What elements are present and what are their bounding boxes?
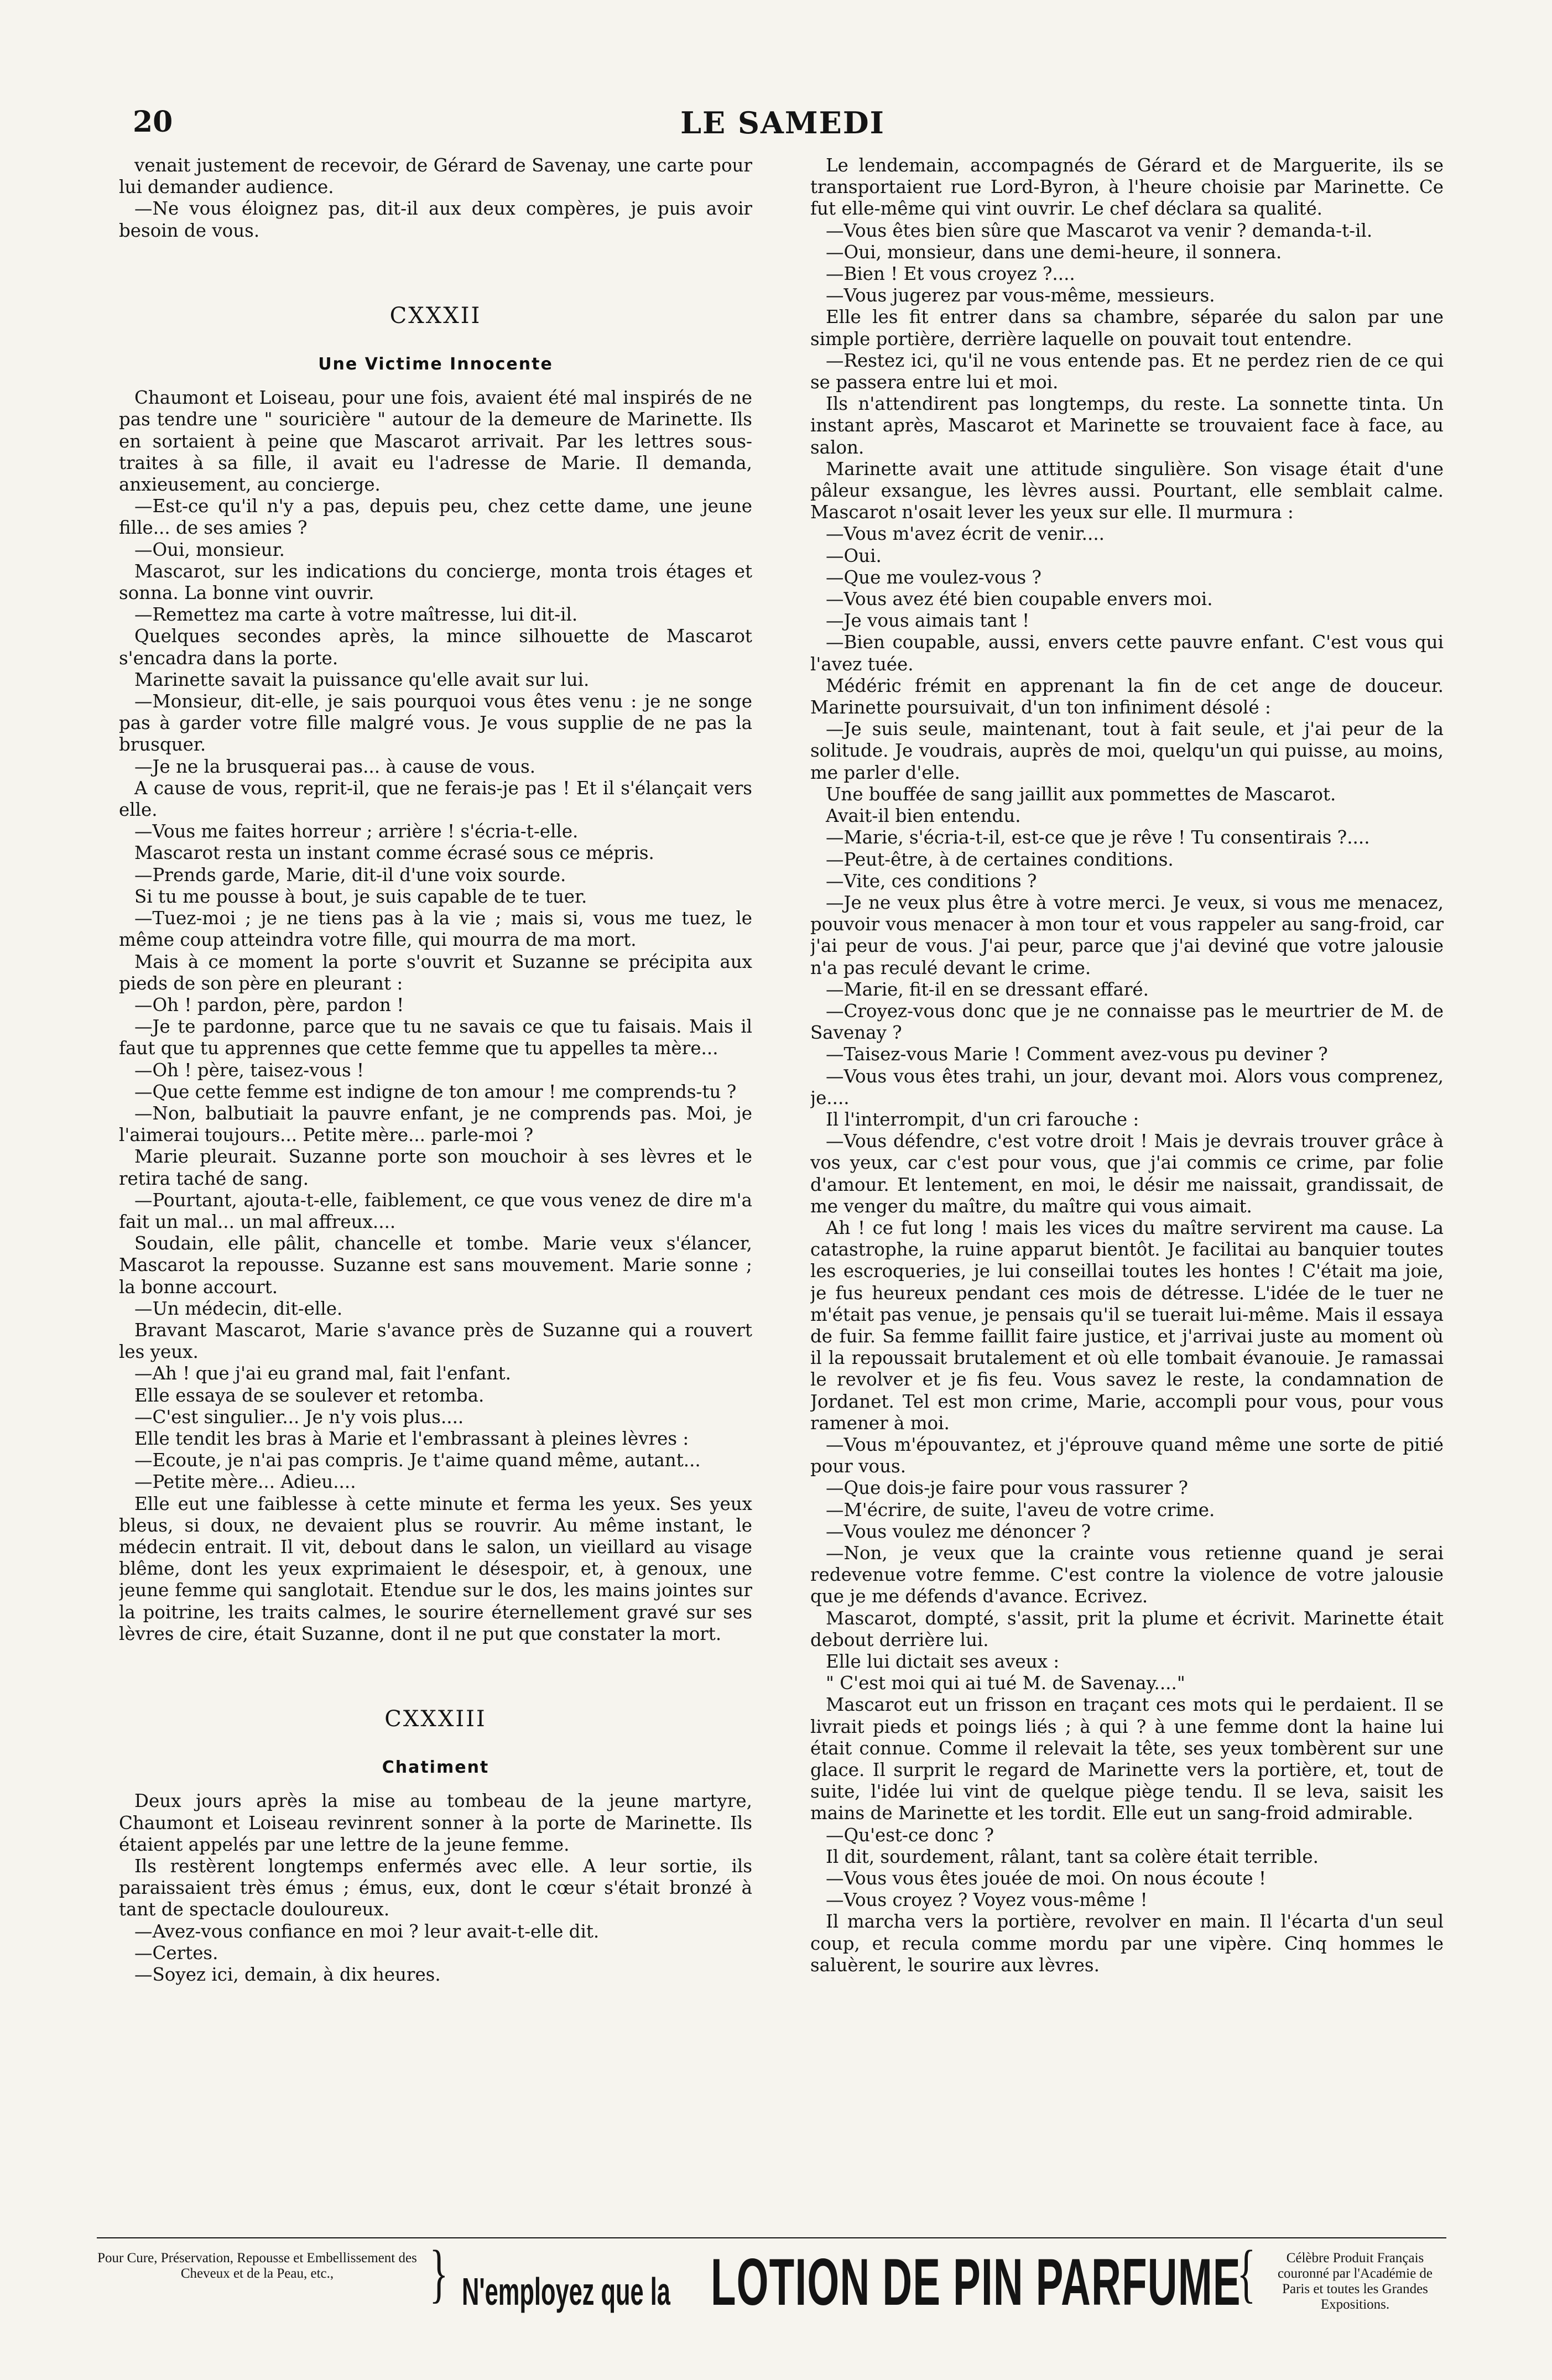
left-intro [119, 155, 752, 242]
paragraph: Ils restèrent longtemps enfermés avec elle. A leur sortie, ils paraissaient très émus ; émus, eux, dont le cœur s'était bronzé à tant de spectacle douloureux. [119, 1856, 752, 1920]
paragraph: —Marie, fit-il en se dressant effaré. [826, 978, 1149, 1000]
paragraph: —Peut-être, à de certaines conditions. [826, 848, 1174, 870]
paragraph: —Croyez-vous donc que je ne connaisse pas le meurtrier de M. de Savenay ? [810, 1000, 1444, 1044]
paragraph: —Qu'est-ce donc ? [826, 1824, 994, 1846]
paragraph: —Oh ! père, taisez-vous ! [134, 1059, 364, 1081]
chapter-number: CXXXII [389, 303, 482, 329]
paragraph: —Un médecin, dit-elle. [134, 1298, 343, 1319]
ad-product-name: LOTION DE PIN PARFUME [711, 2245, 1241, 2319]
paragraph: —Ecoute, je n'ai pas compris. Je t'aime quand même, autant... [134, 1450, 701, 1471]
chapter-title: Une Victime Innocente [318, 355, 553, 374]
paragraph: Elle les fit entrer dans sa chambre, séparée du salon par une simple portière, derrière laquelle on pouvait tout entendre. [810, 306, 1444, 350]
paragraph: —Avez-vous confiance en moi ? leur avait-t-elle dit. [134, 1920, 600, 1942]
paragraph: —Marie, s'écria-t-il, est-ce que je rêve ! Tu consentirais ?.... [826, 827, 1370, 848]
paragraph: —Vous m'épouvantez, et j'éprouve quand même une sorte de pitié pour vous. [810, 1434, 1444, 1477]
paragraph: Avait-il bien entendu. [826, 805, 1021, 827]
chapter-number: CXXXIII [384, 1706, 487, 1732]
paragraph: —Non, balbutiait la pauvre enfant, je ne comprends pas. Moi, je l'aimerai toujours... Petite mère... parle-moi ? [119, 1102, 752, 1146]
paragraph: —Oh ! pardon, père, pardon ! [134, 994, 404, 1015]
paragraph: —Remettez ma carte à votre maîtresse, lui dit-il. [134, 604, 578, 626]
paragraph: —Tuez-moi ; je ne tiens pas à la vie ; mais si, vous me tuez, le même coup atteindra votre fille, qui mourra de ma mort. [119, 908, 752, 951]
advertisement [97, 2237, 1446, 2332]
paragraph: —Prends garde, Marie, dit-il d'une voix sourde. [134, 864, 566, 886]
paragraph: Mascarot, dompté, s'assit, prit la plume et écrivit. Marinette était debout derrière lui. [810, 1607, 1444, 1650]
paragraph: Marinette savait la puissance qu'elle avait sur lui. [134, 669, 590, 690]
chapter-title: Chatiment [382, 1758, 489, 1778]
paragraph: —Oui, monsieur. [134, 539, 285, 560]
paragraph: Il l'interrompit, d'un cri farouche : [826, 1108, 1139, 1130]
ad-right-text: Célèbre Produit Français couronné par l'Académie de Paris et toutes les Grandes Expositions. [1277, 2251, 1433, 2312]
paragraph: Bravant Mascarot, Marie s'avance près de Suzanne qui a rouvert les yeux. [119, 1319, 752, 1363]
brace-left-icon: } [429, 2237, 449, 2309]
paragraph: —Vous défendre, c'est votre droit ! Mais je devrais trouver grâce à vos yeux, car c'est pour vous, que j'ai commis ce crime, par folie d'amour. Et lentement, en moi, le désir me naissait, grandissait, de me venger du maître, du maître qui vous aimait. [810, 1131, 1444, 1217]
brace-right-icon: { [1237, 2237, 1256, 2309]
paragraph: Mascarot resta un instant comme écrasé sous ce mépris. [134, 842, 654, 864]
paragraph: —Ne vous éloignez pas, dit-il aux deux compères, je puis avoir besoin de vous. [119, 198, 752, 241]
paragraph: Quelques secondes après, la mince silhouette de Mascarot s'encadra dans la porte. [119, 626, 752, 669]
paragraph: Médéric frémit en apprenant la fin de cet ange de douceur. Marinette poursuivait, d'un ton infiniment désolé : [810, 675, 1444, 718]
paragraph: Mais à ce moment la porte s'ouvrit et Suzanne se précipita aux pieds de son père en pleurant : [119, 951, 752, 994]
left-column [119, 155, 752, 2212]
paragraph: —Vous voulez me dénoncer ? [826, 1520, 1091, 1542]
chapter-heading [119, 305, 752, 375]
paragraph: —Pourtant, ajouta-t-elle, faiblement, ce que vous venez de dire m'a fait un mal... un mal affreux.... [119, 1189, 752, 1232]
paragraph: Marie pleurait. Suzanne porte son mouchoir à ses lèvres et le retira taché de sang. [119, 1146, 752, 1189]
paragraph: " C'est moi qui ai tué M. de Savenay...." [826, 1673, 1185, 1694]
paragraph: Si tu me pousse à bout, je suis capable de te tuer. [134, 886, 587, 907]
paragraph: A cause de vous, reprit-il, que ne ferais-je pas ! Et il s'élançait vers elle. [119, 777, 752, 821]
paragraph: —Vous croyez ? Voyez vous-même ! [826, 1889, 1148, 1911]
paragraph: —Vous êtes bien sûre que Mascarot va venir ? demanda-t-il. [826, 220, 1373, 241]
paragraph: —Vous avez été bien coupable envers moi. [826, 589, 1213, 610]
paragraph: —Petite mère... Adieu.... [134, 1471, 356, 1493]
paragraph: Le lendemain, accompagnés de Gérard et de Marguerite, ils se transportaient rue Lord-Byron, à l'heure choisie par Marinette. Ce fut elle-même qui vint ouvrir. Le chef déclara sa qualité. [810, 155, 1444, 220]
paragraph: Elle eut une faiblesse à cette minute et ferma les yeux. Ses yeux bleus, si doux, ne devaient plus se rouvrir. Au même instant, le médecin entrait. Il vit, debout dans le salon, un vieillard au visage blême, dont les yeux exprimaient le désespoir, et, à genoux, une jeune femme qui sanglotait. Etendue sur le dos, les mains jointes sur la poitrine, les traits calmes, le sourire éternellement gravé sur ses lèvres de cire, était Suzanne, dont il ne put que constater la mort. [119, 1493, 752, 1644]
ad-lead-text: N'employez que la [462, 2270, 670, 2313]
paragraph: —Vous vous êtes trahi, un jour, devant moi. Alors vous comprenez, je.... [810, 1065, 1444, 1108]
paragraph: —Bien coupable, aussi, envers cette pauvre enfant. C'est vous qui l'avez tuée. [810, 632, 1444, 675]
paragraph: —Soyez ici, demain, à dix heures. [134, 1964, 441, 1986]
paragraph: —Vous jugerez par vous-même, messieurs. [826, 285, 1215, 306]
paragraph: Elle lui dictait ses aveux : [826, 1651, 1060, 1673]
paragraph: —Non, je veux que la crainte vous retienne quand je serai redevenue votre femme. C'est contre la violence de votre jalousie que je me défends d'avance. Ecrivez. [810, 1543, 1444, 1607]
running-title: LE SAMEDI [680, 105, 885, 140]
page-number: 20 [133, 105, 173, 139]
paragraph: —M'écrire, de suite, l'aveu de votre crime. [826, 1499, 1215, 1520]
paragraph: —Que dois-je faire pour vous rassurer ? [826, 1477, 1188, 1499]
chapter-body [119, 1790, 752, 1986]
paragraph: Soudain, elle pâlit, chancelle et tombe. Marie veux s'élancer, Mascarot la repousse. Suzanne est sans mouvement. Marie sonne ; la bonne accourt. [119, 1233, 752, 1298]
paragraph: Ils n'attendirent pas longtemps, du reste. La sonnette tinta. Un instant après, Mascarot et Marinette se trouvaient face à face, au salon. [810, 393, 1444, 458]
paragraph: —Vous vous êtes jouée de moi. On nous écoute ! [826, 1868, 1267, 1889]
chapter-heading [119, 1706, 752, 1778]
paragraph: —Je vous aimais tant ! [826, 610, 1030, 632]
paragraph: Ah ! ce fut long ! mais les vices du maître servirent ma cause. La catastrophe, la ruine apparut bientôt. Je facilitai au banquier toutes les escroqueries, je lui conseillai toutes les hontes ! C'était ma joie, je fus heureux pendant ces mois de détresse. L'idée de le tuer ne m'était pas venue, je pensais qu'il se tuerait lui-même. Mais il essaya de fuir. Sa femme faillit faire justice, et j'arrivai juste au moment où il la repoussait brutalement et où elle tombait évanouie. Je ramassai le revolver et je fis feu. Vous savez le reste, la condamnation de Jordanet. Tel est mon crime, Marie, accompli pour vous, pour vous ramener à moi. [810, 1217, 1444, 1434]
paragraph: —Restez ici, qu'il ne vous entende pas. Et ne perdez rien de ce qui se passera entre lui et moi. [810, 350, 1444, 393]
paragraph: Mascarot eut un frisson en traçant ces mots qui le perdaient. Il se livrait pieds et poings liés ; à qui ? à une femme dont la haine lui était connue. Comme il relevait la tête, ses yeux tombèrent sur une glace. Il surprit le regard de Marinette vers la portière, et, tout de suite, l'idée lui vint de quelque piège tendu. Il se leva, saisit les mains de Marinette et les tordit. Elle eut un sang-froid admirable. [810, 1694, 1444, 1824]
paragraph: Deux jours après la mise au tombeau de la jeune martyre, Chaumont et Loiseau revinrent sonner à la porte de Marinette. Ils étaient appelés par une lettre de la jeune femme. [119, 1790, 752, 1855]
paragraph: —Que me voulez-vous ? [826, 566, 1041, 588]
right-column [810, 155, 1444, 2212]
paragraph: Mascarot, sur les indications du concierge, monta trois étages et sonna. La bonne vint ouvrir. [119, 560, 752, 604]
paragraph: —Je ne veux plus être à votre merci. Je veux, si vous me menacez, pouvoir vous menacer à mon tour et vous rappeler au sang-froid, car j'ai peur de vous. J'ai peur, parce que j'ai deviné que votre jalousie n'a pas reculé devant le crime. [810, 892, 1444, 978]
paragraph: —Oui, monsieur, dans une demi-heure, il sonnera. [826, 241, 1282, 263]
paragraph: —Vous me faites horreur ; arrière ! s'écria-t-elle. [134, 821, 579, 842]
paragraph: —Vite, ces conditions ? [826, 870, 1037, 892]
paragraph: —Certes. [134, 1942, 218, 1964]
right-column-body [810, 155, 1444, 1976]
paragraph: —Taisez-vous Marie ! Comment avez-vous pu deviner ? [826, 1044, 1328, 1065]
paragraph: —Je suis seule, maintenant, tout à fait seule, et j'ai peur de la solitude. Je voudrais, auprès de moi, quelqu'un qui puisse, au moins, me parler d'elle. [810, 718, 1444, 783]
paragraph: Chaumont et Loiseau, pour une fois, avaient été mal inspirés de ne pas tendre une " souricière " autour de la demeure de Marinette. Ils en sortaient à peine que Mascarot arrivait. Par les lettres sous-traites à sa fille, il avait eu l'adresse de Marie. Il demanda, anxieusement, au concierge. [119, 387, 752, 496]
paragraph: Il marcha vers la portière, revolver en main. Il l'écarta d'un seul coup, et recula comme mordu par une vipère. Cinq hommes le saluèrent, le sourire aux lèvres. [810, 1911, 1444, 1976]
paragraph: Elle tendit les bras à Marie et l'embrassant à pleines lèvres : [134, 1428, 689, 1449]
page-header [127, 105, 1438, 144]
paragraph: —Ah ! que j'ai eu grand mal, fait l'enfant. [134, 1363, 511, 1384]
paragraph: —Je ne la brusquerai pas... à cause de vous. [134, 756, 536, 777]
paragraph: venait justement de recevoir, de Gérard de Savenay, une carte pour lui demander audience. [119, 155, 752, 198]
ad-headline [462, 2244, 1286, 2320]
paragraph: —Vous m'avez écrit de venir.... [826, 523, 1105, 545]
paragraph: —Monsieur, dit-elle, je sais pourquoi vous êtes venu : je ne songe pas à garder votre fille malgré vous. Je vous supplie de ne pas la brusquer. [119, 691, 752, 756]
paragraph: Une bouffée de sang jaillit aux pommettes de Mascarot. [826, 783, 1336, 805]
paragraph: Marinette avait une attitude singulière. Son visage était d'une pâleur exsangue, les lèvres aussi. Pourtant, elle semblait calme. Mascarot n'osait lever les yeux sur elle. Il murmura : [810, 458, 1444, 523]
ad-left-text: Pour Cure, Préservation, Repousse et Embellissement des Cheveux et de la Peau, etc., [97, 2251, 417, 2281]
paragraph: —Que cette femme est indigne de ton amour ! me comprends-tu ? [134, 1081, 737, 1102]
chapter-body [119, 387, 752, 1645]
paragraph: —Je te pardonne, parce que tu ne savais ce que tu faisais. Mais il faut que tu apprennes que cette femme que tu appelles ta mère... [119, 1016, 752, 1059]
paragraph: Elle essaya de se soulever et retomba. [134, 1384, 485, 1406]
paragraph: —C'est singulier... Je n'y vois plus.... [134, 1406, 464, 1428]
paragraph: —Oui. [826, 545, 882, 566]
paragraph: —Bien ! Et vous croyez ?.... [826, 263, 1075, 285]
paragraph: Il dit, sourdement, râlant, tant sa colère était terrible. [826, 1846, 1319, 1867]
paragraph: —Est-ce qu'il n'y a pas, depuis peu, chez cette dame, une jeune fille... de ses amies ? [119, 496, 752, 539]
